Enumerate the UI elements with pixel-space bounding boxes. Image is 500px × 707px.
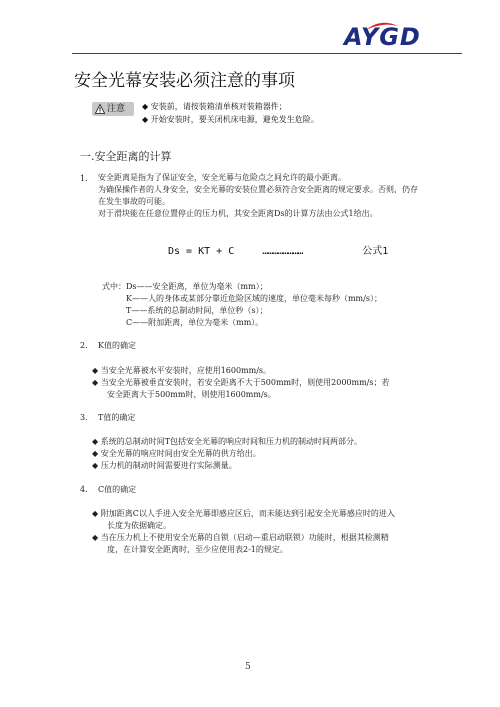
paragraph-line: 为确保操作者的人身安全，安全光幕的安装位置必须符合安全距离的规定要求。否则，仍存: [98, 185, 418, 194]
bullet-item: ◆ 压力机的制动时间需要进行实际测量。: [92, 461, 237, 470]
header-divider: [72, 53, 462, 54]
bullet-item: ◆ 系统的总制动时间T包括安全光幕的响应时间和压力机的制动时间两部分。: [92, 437, 363, 446]
company-logo: [344, 22, 454, 52]
definition-line: T——系统的总制动时间，单位秒（s）；: [126, 306, 268, 315]
formula-expression: Ds = KT + C: [168, 246, 235, 257]
item-number: 4.: [80, 485, 88, 494]
item-number: 1.: [80, 174, 88, 183]
notice-badge: [92, 102, 134, 116]
warning-icon: [95, 104, 105, 114]
section-heading: 一.安全距离的计算: [80, 150, 172, 163]
formula-leader-dots: ……………………: [262, 246, 303, 257]
item-title: T值的确定: [98, 413, 136, 422]
bullet-continuation: 长度为依据确定。: [107, 521, 171, 530]
definition-line: K——人的身体或某部分靠近危险区域的速度，单位毫米每秒（mm/s）；: [126, 294, 382, 303]
bullet-continuation: 度，在计算安全距离时，至少应使用表2-1的规定。: [107, 545, 288, 554]
item-title: K值的确定: [98, 341, 136, 350]
logo-text: AYGD: [344, 23, 421, 51]
bullet-item: ◆ 当安全光幕被水平安装时，应使用1600mm/s。: [92, 366, 272, 375]
definition-line: C——附加距离，单位为毫米（mm）。: [126, 318, 264, 327]
page-title: 安全光幕安装必须注意的事项: [74, 71, 295, 91]
paragraph-line: 对于滑块能在任意位置停止的压力机，其安全距离Ds的计算方法由公式1给出。: [98, 209, 378, 218]
notice-item: ◆ 安装前，请按装箱清单核对装箱器件；: [142, 102, 287, 111]
item-number: 3.: [80, 413, 88, 422]
bullet-item: ◆ 安全光幕的响应时间由安全光幕的供方给出。: [92, 449, 261, 458]
paragraph-line: 安全距离是指为了保证安全，安全光幕与危险点之间允许的最小距离。: [98, 173, 346, 182]
item-title: C值的确定: [98, 485, 137, 494]
notice-label: 注意: [107, 104, 126, 114]
formula-label: 公式1: [362, 246, 389, 257]
bullet-item: ◆ 当安全光幕被垂直安装时，若安全距离不大于500mm时，则使用2000mm/s；若: [92, 378, 390, 387]
bullet-continuation: 安全距离大于500mm时，则使用1600mm/s。: [107, 390, 276, 399]
formula: [168, 242, 408, 257]
bullet-item: ◆ 当在压力机上不使用安全光幕的自锁（启动—重启动联锁）功能时，根据其检测精: [92, 533, 389, 542]
paragraph-line: 在发生事故的可能。: [98, 197, 170, 206]
item-number: 2.: [80, 341, 88, 350]
page-number: 5: [245, 662, 251, 672]
bullet-item: ◆ 附加距离C以人手进入安全光幕即感应区后，而未能达到引起安全光幕感应时的进入: [92, 509, 395, 518]
notice-item: ◆ 开始安装时，要关闭机床电源，避免发生危险。: [142, 115, 319, 124]
definition-line: 式中：Ds——安全距离，单位为毫米（mm）；: [102, 282, 268, 291]
